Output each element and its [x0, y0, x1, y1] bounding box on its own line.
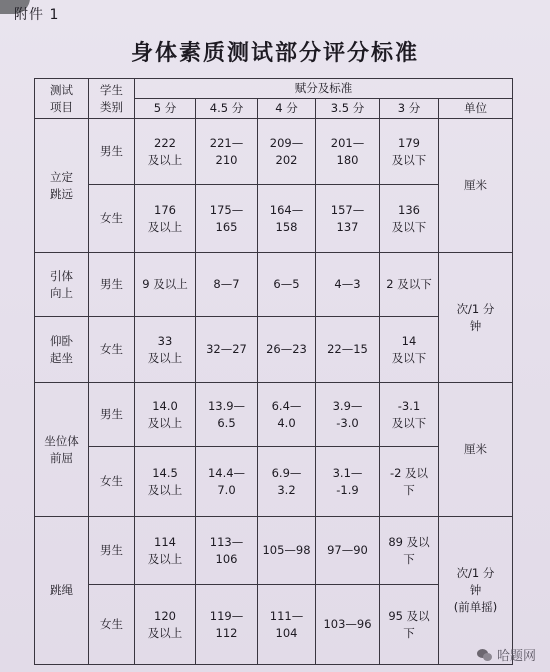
score-cell: 13.9— 6.5	[196, 383, 258, 447]
score-cell: 95 及以 下	[380, 585, 439, 665]
score-cell: 3.9— -3.0	[316, 383, 380, 447]
header-score: 5 分	[135, 99, 196, 119]
score-cell: 6—5	[258, 253, 316, 317]
header-scoring: 赋分及标准	[135, 79, 513, 99]
item-name: 仰卧 起坐	[35, 317, 89, 383]
header-gender: 学生 类别	[89, 79, 135, 119]
watermark	[477, 645, 536, 664]
gender-cell: 男生	[89, 383, 135, 447]
unit-cell: 厘米	[439, 119, 513, 253]
score-cell: 103—96	[316, 585, 380, 665]
gender-cell: 男生	[89, 119, 135, 185]
score-cell: 113— 106	[196, 517, 258, 585]
score-cell: 26—23	[258, 317, 316, 383]
score-cell: 33 及以上	[135, 317, 196, 383]
wechat-icon	[477, 648, 493, 662]
score-cell: 14.0 及以上	[135, 383, 196, 447]
score-cell: 176 及以上	[135, 185, 196, 253]
header-item: 测试 项目	[35, 79, 89, 119]
gender-cell: 女生	[89, 447, 135, 517]
score-cell: 8—7	[196, 253, 258, 317]
score-cell: 3.1— -1.9	[316, 447, 380, 517]
score-cell: -3.1 及以下	[380, 383, 439, 447]
gender-cell: 男生	[89, 517, 135, 585]
score-cell: 221— 210	[196, 119, 258, 185]
score-cell: 164— 158	[258, 185, 316, 253]
watermark-text: 哈题网	[496, 649, 536, 664]
unit-cell: 次/1 分 钟 (前单摇)	[439, 517, 513, 665]
score-cell: 157— 137	[316, 185, 380, 253]
score-cell: 2 及以下	[380, 253, 439, 317]
score-cell: 179 及以下	[380, 119, 439, 185]
item-name: 立定 跳远	[35, 119, 89, 253]
header-unit: 单位	[439, 99, 513, 119]
score-cell: 14.5 及以上	[135, 447, 196, 517]
score-cell: 111— 104	[258, 585, 316, 665]
header-score: 4 分	[258, 99, 316, 119]
gender-cell: 女生	[89, 585, 135, 665]
score-cell: 14 及以下	[380, 317, 439, 383]
unit-cell: 次/1 分 钟	[439, 253, 513, 383]
header-score: 3 分	[380, 99, 439, 119]
score-cell: 175— 165	[196, 185, 258, 253]
header-score: 4.5 分	[196, 99, 258, 119]
scoring-table	[34, 78, 513, 665]
score-cell: 222 及以上	[135, 119, 196, 185]
gender-cell: 女生	[89, 185, 135, 253]
score-cell: 14.4— 7.0	[196, 447, 258, 517]
score-cell: 136 及以下	[380, 185, 439, 253]
score-cell: -2 及以 下	[380, 447, 439, 517]
gender-cell: 男生	[89, 253, 135, 317]
score-cell: 22—15	[316, 317, 380, 383]
score-cell: 201— 180	[316, 119, 380, 185]
score-cell: 105—98	[258, 517, 316, 585]
attachment-label: 附件 1	[14, 7, 60, 23]
item-name: 坐位体 前屈	[35, 383, 89, 517]
score-cell: 89 及以 下	[380, 517, 439, 585]
score-cell: 120 及以上	[135, 585, 196, 665]
page-title: 身体素质测试部分评分标准	[130, 40, 419, 66]
score-cell: 119— 112	[196, 585, 258, 665]
item-name: 跳绳	[35, 517, 89, 665]
score-cell: 97—90	[316, 517, 380, 585]
score-cell: 114 及以上	[135, 517, 196, 585]
gender-cell: 女生	[89, 317, 135, 383]
item-name: 引体 向上	[35, 253, 89, 317]
score-cell: 6.9— 3.2	[258, 447, 316, 517]
score-cell: 209— 202	[258, 119, 316, 185]
score-cell: 6.4— 4.0	[258, 383, 316, 447]
score-cell: 32—27	[196, 317, 258, 383]
score-cell: 4—3	[316, 253, 380, 317]
score-cell: 9 及以上	[135, 253, 196, 317]
header-score: 3.5 分	[316, 99, 380, 119]
unit-cell: 厘米	[439, 383, 513, 517]
